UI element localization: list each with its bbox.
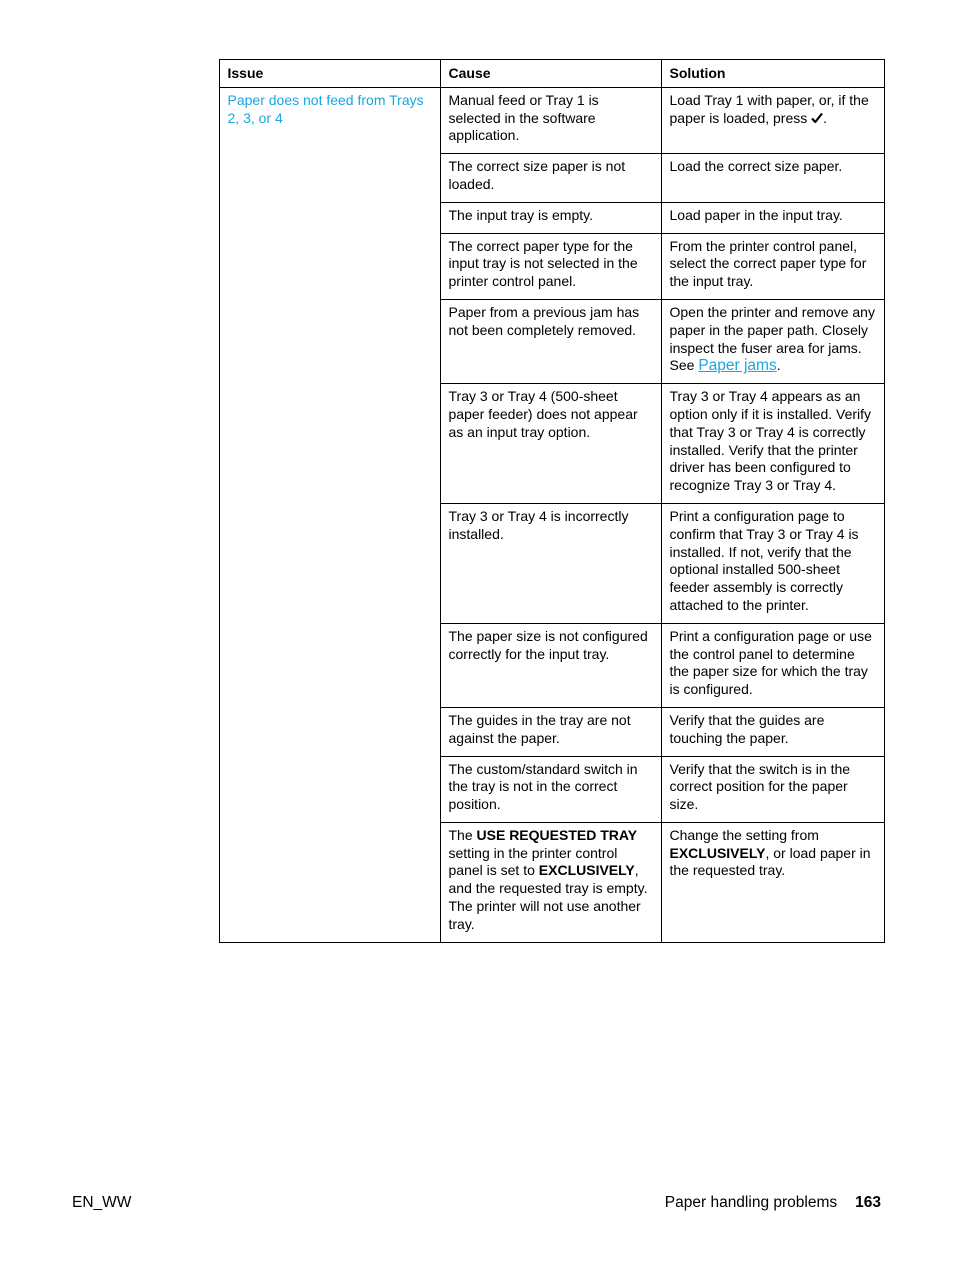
solution-cell: Tray 3 or Tray 4 appears as an option only if it is installed. Verify that Tray 3 or Tray 4 is correctly installed. Verify that the printer driver has been configured to recognize Tray 3 or Tray 4.	[662, 384, 885, 504]
cause-cell: The custom/standard switch in the tray is not in the correct position.	[441, 756, 662, 822]
solution-cell	[662, 822, 885, 942]
cause-text: , and the requested tray is empty. The printer will not use another tray.	[448, 862, 648, 932]
setting-value: EXCLUSIVELY	[538, 862, 635, 879]
footer-locale: EN_WW	[72, 1194, 132, 1211]
header-issue: Issue	[220, 60, 441, 88]
paper-jams-link[interactable]: Paper jams	[698, 357, 777, 375]
footer-section	[665, 1194, 881, 1212]
solution-cell	[662, 299, 885, 383]
solution-text: Change the setting from	[669, 826, 819, 843]
issue-link[interactable]: Paper does not feed from Trays 2, 3, or 4	[227, 91, 424, 126]
cause-cell	[441, 822, 662, 942]
cause-text: The	[448, 826, 477, 843]
cause-cell: The input tray is empty.	[441, 202, 662, 233]
solution-text-end: , or load paper in the requested tray.	[669, 844, 871, 879]
solution-cell: Verify that the switch is in the correct position for the paper size.	[662, 756, 885, 822]
solution-cell	[662, 87, 885, 153]
solution-text: Load Tray 1 with paper, or, if the paper is loaded, press	[669, 91, 869, 126]
solution-cell: Verify that the guides are touching the paper.	[662, 707, 885, 756]
cause-cell: The correct paper type for the input tray is not selected in the printer control panel.	[441, 233, 662, 299]
checkmark-icon	[811, 112, 823, 124]
cause-cell: Manual feed or Tray 1 is selected in the software application.	[441, 87, 662, 153]
cause-cell: Tray 3 or Tray 4 (500-sheet paper feeder) does not appear as an input tray option.	[441, 384, 662, 504]
table-header-row	[220, 60, 885, 88]
table-row	[220, 87, 885, 153]
solution-cell: Load the correct size paper.	[662, 154, 885, 203]
setting-name: USE REQUESTED TRAY	[476, 826, 638, 843]
solution-cell: Print a configuration page or use the control panel to determine the paper size for which the tray is configured.	[662, 623, 885, 707]
cause-cell: The paper size is not configured correctly for the input tray.	[441, 623, 662, 707]
setting-value: EXCLUSIVELY	[669, 844, 766, 861]
solution-text: Open the printer and remove any paper in the paper path. Closely inspect the fuser area for jams. See	[669, 303, 875, 374]
solution-text-end: .	[776, 357, 781, 374]
solution-cell: Print a configuration page to confirm that Tray 3 or Tray 4 is installed. If not, verify that the optional installed 500-sheet feeder assembly is correctly attached to the printer.	[662, 503, 885, 623]
solution-text-end: .	[823, 109, 828, 126]
header-cause: Cause	[441, 60, 662, 88]
cause-cell: The guides in the tray are not against the paper.	[441, 707, 662, 756]
troubleshooting-table	[219, 59, 885, 943]
cause-cell: Tray 3 or Tray 4 is incorrectly installed.	[441, 503, 662, 623]
header-solution: Solution	[662, 60, 885, 88]
cause-cell: The correct size paper is not loaded.	[441, 154, 662, 203]
solution-cell: Load paper in the input tray.	[662, 202, 885, 233]
cause-cell: Paper from a previous jam has not been completely removed.	[441, 299, 662, 383]
cause-text: setting in the printer control panel is set to	[448, 844, 618, 879]
solution-cell: From the printer control panel, select the correct paper type for the input tray.	[662, 233, 885, 299]
page-number: 163	[855, 1194, 881, 1211]
issue-cell	[220, 87, 441, 942]
footer-section-title: Paper handling problems	[664, 1194, 838, 1211]
